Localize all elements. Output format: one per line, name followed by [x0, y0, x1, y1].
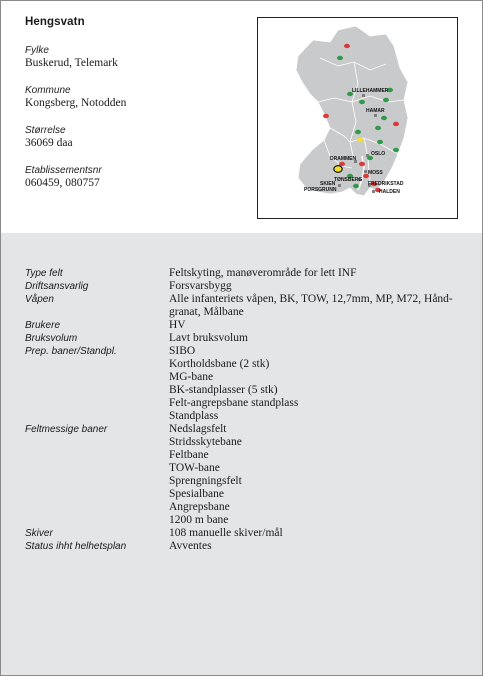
header-section [1, 1, 482, 233]
detail-label: Bruksvolum [25, 333, 78, 344]
detail-value: TOW-bane [169, 462, 220, 474]
detail-value: 1200 m bane [169, 514, 229, 526]
detail-label: Prep. baner/Standpl. [25, 346, 117, 357]
field-value: Buskerud, Telemark [25, 57, 118, 69]
detail-value: Angrepsbane [169, 501, 230, 513]
field-value: Kongsberg, Notodden [25, 97, 127, 109]
detail-value: 108 manuelle skiver/mål [169, 527, 283, 539]
detail-value: Alle infanteriets våpen, BK, TOW, 12,7mm, MP, M72, Hånd- [169, 293, 453, 305]
detail-row-status [25, 540, 465, 553]
map-label-fredrikstad: FREDRIKSTAD [368, 181, 404, 187]
detail-row-skiver [25, 527, 465, 540]
location-map [257, 17, 458, 219]
detail-value: HV [169, 319, 186, 331]
marker-red [393, 122, 399, 126]
detail-value: Feltskyting, manøverområde for lett INF [169, 267, 357, 279]
field-label: Kommune [25, 85, 71, 96]
field-kommune [25, 85, 126, 110]
detail-value: Felt-angrepsbane standplass [169, 397, 299, 409]
field-etablissementsnr [25, 165, 102, 190]
marker-green [355, 130, 361, 134]
field-value: 36069 daa [25, 137, 73, 149]
detail-value: SIBO [169, 345, 196, 357]
details-section [1, 233, 482, 675]
detail-row-bruksvolum [25, 332, 465, 345]
map-label-moss: MOSS [368, 170, 383, 176]
detail-value: Forsvarsbygg [169, 280, 232, 292]
detail-value: Spesialbane [169, 488, 224, 500]
detail-value: Kortholdsbane (2 stk) [169, 358, 270, 370]
marker-green [337, 56, 343, 60]
marker-red [359, 162, 365, 166]
field-storrelse [25, 125, 73, 150]
map-label-skien: SKIEN [320, 181, 336, 187]
marker-hengsvatn-highlight [334, 166, 342, 173]
map-graphic [258, 18, 457, 218]
detail-value: Feltbane [169, 449, 209, 461]
marker-green [359, 100, 365, 104]
marker-red [323, 114, 329, 118]
page-title: Hengsvatn [25, 16, 85, 28]
detail-value: Standplass [169, 410, 219, 422]
map-label-tonsberg: TØNSBERG [334, 177, 363, 183]
detail-label: Skiver [25, 528, 53, 539]
field-label: Størrelse [25, 125, 66, 136]
detail-row-vapen [25, 293, 465, 319]
map-label-drammen: DRAMMEN [330, 156, 357, 162]
detail-value: MG-bane [169, 371, 214, 383]
marker-green [353, 184, 359, 188]
detail-label: Driftsansvarlig [25, 281, 89, 292]
detail-row-type-felt [25, 267, 465, 280]
town-hamar-marker [374, 114, 377, 117]
marker-green [375, 126, 381, 130]
detail-value: Nedslagsfelt [169, 423, 227, 435]
region-shape [296, 26, 408, 196]
map-label-oslo: OSLO [371, 151, 386, 157]
detail-value: BK-standplasser (5 stk) [169, 384, 278, 396]
detail-label: Våpen [25, 294, 54, 305]
town-skien-marker [338, 184, 341, 187]
detail-value: Avventes [169, 540, 212, 552]
details-table [25, 267, 465, 553]
town-halden-marker [372, 190, 375, 193]
marker-green [381, 116, 387, 120]
map-label-hamar: HAMAR [366, 108, 385, 114]
detail-row-feltmessige-baner [25, 423, 465, 527]
detail-row-brukere [25, 319, 465, 332]
town-moss-marker [364, 170, 367, 173]
marker-green [383, 98, 389, 102]
map-label-halden: HALDEN [379, 189, 400, 195]
field-value: 060459, 080757 [25, 177, 100, 189]
detail-label: Type felt [25, 268, 63, 279]
marker-green [393, 148, 399, 152]
detail-value: Sprengningsfelt [169, 475, 242, 487]
marker-red [344, 44, 350, 48]
field-label: Etablissementsnr [25, 165, 102, 176]
marker-yellow [357, 138, 363, 142]
detail-label: Brukere [25, 320, 61, 331]
detail-label: Feltmessige baner [25, 424, 108, 435]
town-lillehammer-marker [362, 94, 365, 97]
field-fylke [25, 45, 118, 70]
map-label-porsgrunn: PORSGRUNN [304, 187, 337, 193]
field-label: Fylke [25, 45, 49, 56]
map-label-lillehammer: LILLEHAMMER [352, 88, 389, 94]
detail-value: granat, Målbane [169, 306, 244, 318]
marker-green [377, 140, 383, 144]
detail-row-driftsansvarlig [25, 280, 465, 293]
detail-label: Status ihht helhetsplan [25, 541, 127, 552]
detail-row-prep-baner [25, 345, 465, 423]
detail-value: Stridsskytebane [169, 436, 242, 448]
detail-value: Lavt bruksvolum [169, 332, 248, 344]
